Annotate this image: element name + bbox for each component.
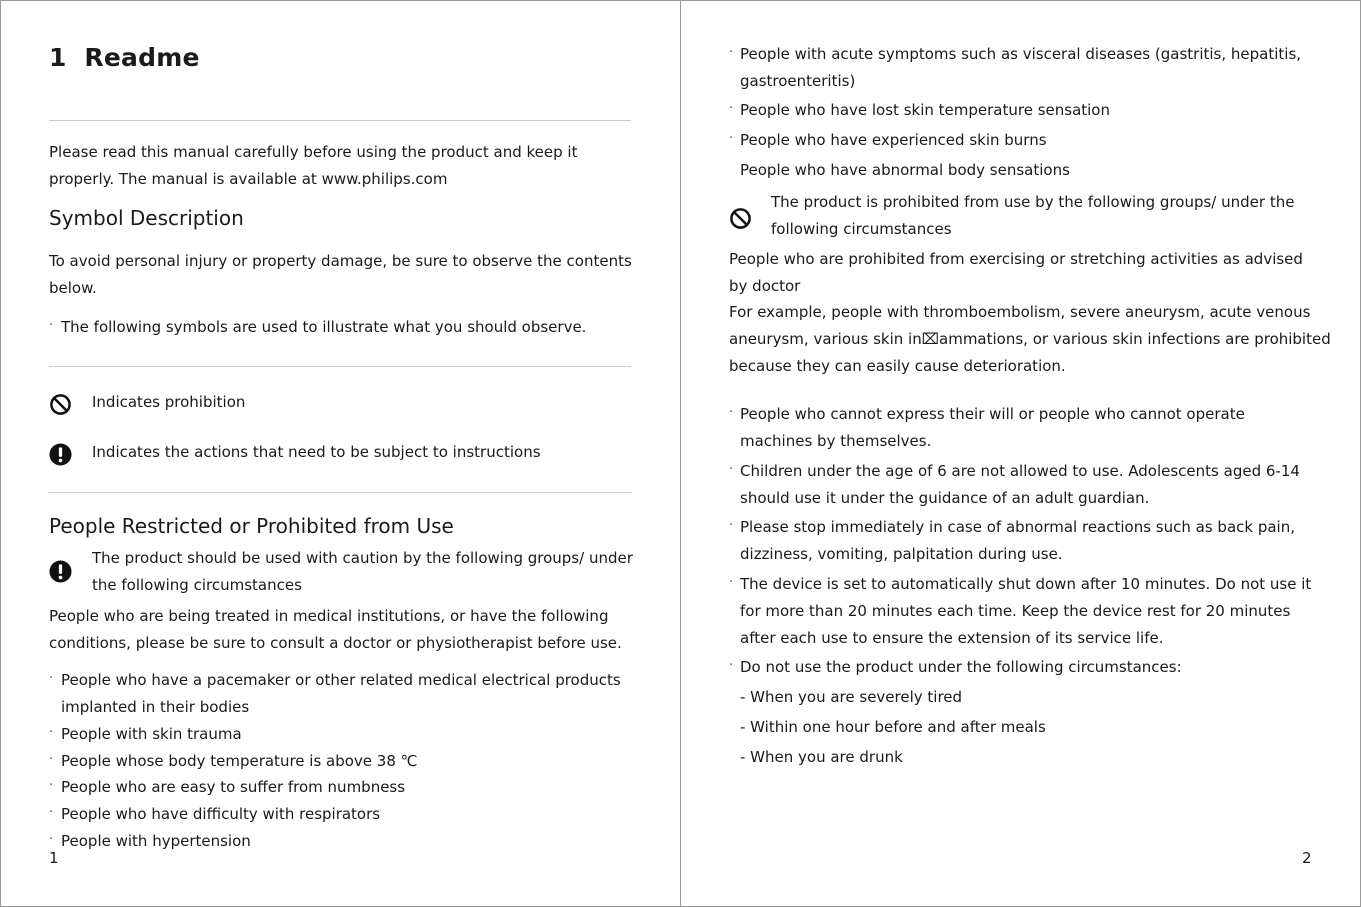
page-number: 2 [1302,849,1312,867]
bullet-dot: · [729,45,734,60]
prohibition-icon [49,393,72,416]
page-heading [49,43,200,72]
restricted-title: People Restricted or Prohibited from Use [49,514,454,538]
rule [49,120,631,121]
list-item: after each use to ensure the extension of its service life. [740,629,1164,647]
bullet-dot: · [729,658,734,673]
list-item: People who have lost skin temperature sensation [740,101,1110,119]
bullet-dot: · [729,462,734,477]
bullet-dot: · [729,405,734,420]
rule [49,492,631,493]
list-item: People who have experienced skin burns [740,131,1047,149]
sub-item: - When you are severely tired [740,688,963,706]
list-item: People with hypertension [61,832,251,850]
list-item: People with skin trauma [61,725,242,743]
bullet-dot: · [729,131,734,146]
prohibited-para-line: For example, people with thromboembolism, severe aneurysm, acute venous [729,303,1311,321]
page-number: 1 [49,849,59,867]
intro-line: Please read this manual carefully before using the product and keep it [49,143,578,161]
bullet-dot: · [49,318,54,333]
list-item: Do not use the product under the following circumstances: [740,658,1182,676]
prohibited-para-line: aneurysm, various skin in⌧ammations, or various skin infections are prohibited [729,330,1331,348]
caution-line: The product should be used with caution by the following groups/ under [92,549,633,567]
page-left [0,0,680,907]
bullet-dot: · [49,832,54,847]
list-item: machines by themselves. [740,432,932,450]
bullet-dot: · [49,671,54,686]
symbol-intro-line: below. [49,279,97,297]
prohibited-para-line: People who are prohibited from exercising or stretching activities as advised [729,250,1303,268]
page-right [681,0,1361,907]
bullet-dot: · [729,518,734,533]
list-item: The device is set to automatically shut down after 10 minutes. Do not use it [740,575,1312,593]
list-item: should use it under the guidance of an adult guardian. [740,489,1150,507]
list-item: People who have a pacemaker or other related medical electrical products [61,671,621,689]
list-item: People whose body temperature is above 38 ℃ [61,752,418,770]
caution-line: the following circumstances [92,576,302,594]
sub-item: - Within one hour before and after meals [740,718,1046,736]
symbol-bullet: The following symbols are used to illustrate what you should observe. [61,318,587,336]
consult-line: People who are being treated in medical institutions, or have the following [49,607,609,625]
bullet-dot: · [49,752,54,767]
list-item: People who cannot express their will or people who cannot operate [740,405,1245,423]
list-item: Please stop immediately in case of abnormal reactions such as back pain, [740,518,1295,536]
list-item: People with acute symptoms such as visceral diseases (gastritis, hepatitis, [740,45,1302,63]
symbol-description-title: Symbol Description [49,206,244,230]
bullet-dot: · [49,778,54,793]
instruction-label: Indicates the actions that need to be subject to instructions [92,443,541,461]
sub-item: - When you are drunk [740,748,903,766]
list-item: People who have difficulty with respirators [61,805,381,823]
symbol-intro-line: To avoid personal injury or property damage, be sure to observe the contents [49,252,632,270]
bullet-dot: · [729,575,734,590]
list-item: People who are easy to suffer from numbness [61,778,406,796]
prohibition-icon [729,207,752,230]
bullet-dot: · [49,725,54,740]
intro-line: properly. The manual is available at www.philips.com [49,170,448,188]
prohibition-label: Indicates prohibition [92,393,246,411]
bullet-dot: · [729,101,734,116]
prohibited-para-line: by doctor [729,277,801,295]
rule [49,366,631,367]
list-item: implanted in their bodies [61,698,250,716]
prohibited-line: The product is prohibited from use by the following groups/ under the [771,193,1295,211]
heading-number: 1 [49,43,67,72]
heading-title: Readme [84,43,200,72]
list-item: for more than 20 minutes each time. Keep the device rest for 20 minutes [740,602,1291,620]
prohibited-para-line: because they can easily cause deterioration. [729,357,1066,375]
consult-line: conditions, please be sure to consult a doctor or physiotherapist before use. [49,634,622,652]
list-item: People who have abnormal body sensations [740,161,1070,179]
bullet-dot: · [49,805,54,820]
caution-icon [49,560,72,583]
list-item: dizziness, vomiting, palpitation during use. [740,545,1063,563]
list-item: gastroenteritis) [740,72,856,90]
instruction-icon [49,443,72,466]
list-item: Children under the age of 6 are not allowed to use. Adolescents aged 6-14 [740,462,1300,480]
prohibited-line: following circumstances [771,220,952,238]
